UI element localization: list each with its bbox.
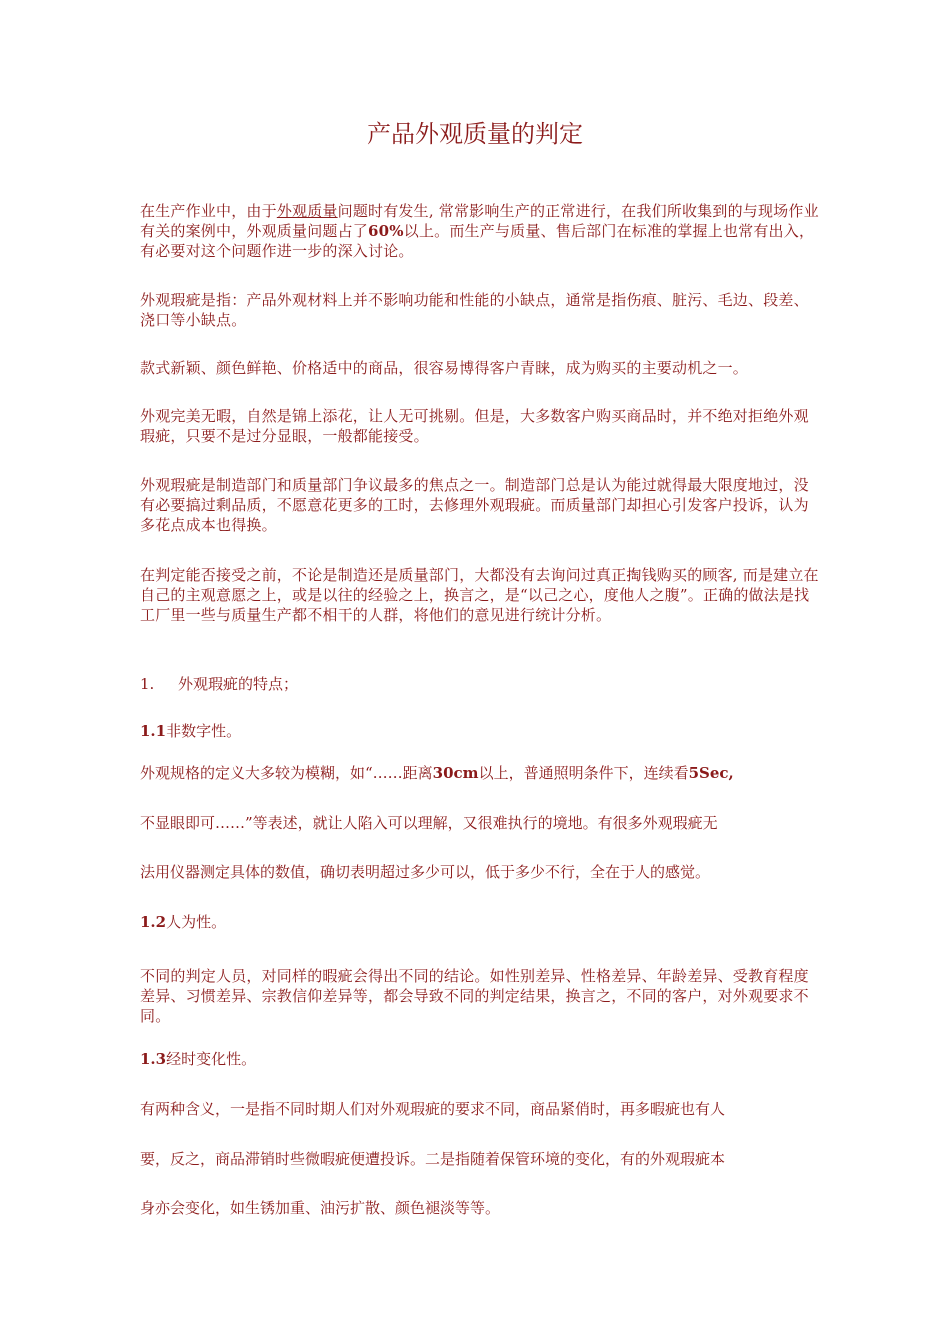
judgement-paragraph: 在判定能否接受之前，不论是制造还是质量部门，大都没有去询问过真正掏钱购买的顾客, 而是建立在自己的主观意愿之上，或是以往的经验之上，换言之，是“以己之心，度他人之腹”。正确的做法是找工厂里一些与质量生产都不相干的人群，将他们的意见进行统计分析。 xyxy=(140,566,819,624)
line-1d: 5Sec, xyxy=(688,764,734,782)
section-1-3-line-3: 身亦会变化，如生锈加重、油污扩散、颜色褪淡等等。 xyxy=(140,1199,501,1217)
section-1-1-heading xyxy=(140,721,241,741)
section-1-1-line-2: 不显眼即可……”等表述，就让人陷入可以理解，又很难执行的境地。有很多外观瑕疵无 xyxy=(140,814,718,832)
intro-mid: 问题时有发生, 常常影响生产的正常进行，在我们所收集到的与现场作业有关的案例中，外观质量问题占了 xyxy=(140,202,819,240)
section-1-1-line-3: 法用仪器测定具体的数值，确切表明超过多少可以，低于多少不行，全在于人的感觉。 xyxy=(140,863,711,881)
section-1-number: 1. xyxy=(140,675,155,693)
line-1a: 外观规格的定义大多较为模糊，如“……距离 xyxy=(140,764,433,782)
section-1-3-number: 1.3 xyxy=(140,1050,167,1068)
style-paragraph: 款式新颖、颜色鲜艳、价格适中的商品，很容易博得客户青睐，成为购买的主要动机之一。 xyxy=(140,359,749,377)
section-1-3-heading xyxy=(140,1049,256,1069)
dispute-paragraph: 外观瑕疵是制造部门和质量部门争议最多的焦点之一。制造部门总是认为能过就得最大限度地过，没有必要搞过剩品质，不愿意花更多的工时，去修理外观瑕疵。而质量部门却担心引发客户投诉，认为多花点成本也得换。 xyxy=(140,476,809,534)
section-1-text: 外观瑕疵的特点； xyxy=(178,675,299,693)
section-1-2-paragraph: 不同的判定人员，对同样的暇疵会得出不同的结论。如性别差异、性格差异、年龄差异、受教育程度差异、习惯差异、宗教信仰差异等，都会导致不同的判定结果，换言之，不同的客户，对外观要求不同。 xyxy=(140,967,809,1025)
section-1-1-line-1 xyxy=(140,763,820,783)
section-1-3-text: 经时变化性。 xyxy=(166,1050,257,1068)
section-1-heading xyxy=(140,674,298,694)
line-1b: 30cm xyxy=(432,764,479,782)
page-title: 产品外观质量的判定 xyxy=(367,120,583,148)
section-1-2-number: 1.2 xyxy=(140,913,167,931)
section-1-3-line-2: 要，反之，商品滞销时些微暇疵便遭投诉。二是指随着保管环境的变化，有的外观瑕疵本 xyxy=(140,1150,726,1168)
line-1c: 以上，普通照明条件下，连续看 xyxy=(478,764,689,782)
defect-definition-paragraph: 外观瑕疵是指：产品外观材料上并不影响功能和性能的小缺点，通常是指伤痕、脏污、毛边、段差、浇口等小缺点。 xyxy=(140,291,809,329)
section-1-2-text: 人为性。 xyxy=(166,913,227,931)
intro-paragraph xyxy=(140,201,820,261)
section-1-1-text: 非数字性。 xyxy=(166,722,242,740)
section-1-2-heading xyxy=(140,912,226,932)
quality-link[interactable]: 外观质量 xyxy=(276,202,338,220)
intro-post: 以上。而生产与质量、售后部门在标准的掌握上也常有出入，有必要对这个问题作进一步的深入讨论。 xyxy=(140,222,815,260)
perfect-paragraph: 外观完美无暇，自然是锦上添花，让人无可挑剔。但是，大多数客户购买商品时，并不绝对拒绝外观瑕疵，只要不是过分显眼，一般都能接受。 xyxy=(140,407,809,445)
section-1-3-line-1: 有两种含义，一是指不同时期人们对外观瑕疵的要求不同，商品紧俏时，再多暇疵也有人 xyxy=(140,1100,726,1118)
intro-pre: 在生产作业中，由于 xyxy=(140,202,277,220)
intro-percent: 60% xyxy=(368,222,404,240)
section-1-1-number: 1.1 xyxy=(140,722,167,740)
